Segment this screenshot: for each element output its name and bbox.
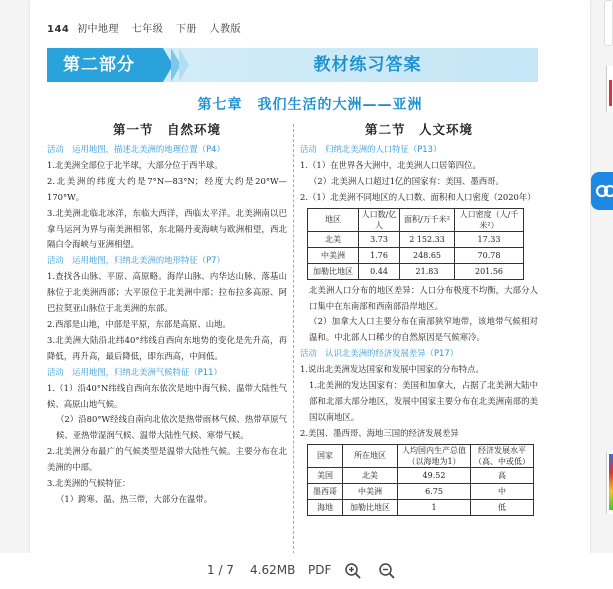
- side-thumbnail[interactable]: [606, 66, 613, 112]
- table-cell: 美国: [308, 467, 343, 483]
- table-header-row: [308, 444, 534, 467]
- table-cell: 21.83: [400, 263, 455, 279]
- section-title: 第二节 人文环境: [364, 122, 473, 137]
- answer-text: 3.北美洲北临北冰洋，东临大西洋，西临太平洋。北美洲南以巴拿马运河为界与南美洲相邻，东北隔丹麦海峡与欧洲相望，西北隔白令海峡与亚洲相望。: [47, 207, 287, 250]
- answer-text: 1.北美洲的发达国家有：美国和加拿大，占据了北美洲大陆中部和北部大部分地区，发展中国家主要分布在北美洲南部的美国以南地区。: [309, 380, 538, 422]
- right-column: [300, 120, 538, 519]
- subject: 初中地理: [77, 24, 120, 35]
- banner-title: 教材练习答案: [313, 55, 422, 75]
- column-divider: [293, 124, 294, 553]
- section-title: 第一节 自然环境: [112, 122, 221, 137]
- side-thumbnail[interactable]: [606, 452, 613, 514]
- floating-action-button[interactable]: [591, 172, 613, 210]
- table-row: [308, 483, 534, 499]
- answer-text: 1.（1）沿40°N纬线自西向东依次是地中海气候、温带大陆性气候、高原山地气候。: [47, 382, 287, 409]
- zoom-in-button[interactable]: [344, 562, 362, 583]
- table-row: [308, 263, 524, 279]
- table-cell: 49.52: [398, 467, 471, 483]
- zoom-out-button[interactable]: [378, 562, 396, 583]
- answer-text: 2.美国、墨西哥、海地三国的经济发展差异: [300, 427, 459, 438]
- table-header: 人口密度（人/千米²）: [455, 208, 524, 231]
- file-size: 4.62MB: [250, 563, 296, 577]
- link-icon: [591, 172, 613, 210]
- table-cell: 201.56: [455, 263, 524, 279]
- answer-text: 2.北美洲的纬度大约是7°N—83°N；经度大约是20°W—170°W。: [47, 175, 287, 202]
- table-cell: 17.33: [455, 231, 524, 247]
- population-table: [307, 208, 524, 280]
- zoom-in-icon: [344, 562, 362, 580]
- grade: 七年级: [131, 24, 164, 35]
- activity-heading: 活动 认识北美洲的经济发展差异（P17）: [300, 348, 459, 359]
- answer-text: 3.北美洲的气候特征：: [47, 478, 131, 489]
- table-row: [308, 467, 534, 483]
- table-header: 人均国内生产总值（以海地为1）: [398, 444, 471, 467]
- table-cell: 248.65: [400, 247, 455, 263]
- left-column: [47, 120, 287, 508]
- answer-text: 3.北美洲大陆沿北纬40°纬线自西向东地势的变化是先升高，再降低，再升高，最后降低，即东西高，中间低。: [47, 334, 287, 361]
- chevron-decoration: [179, 48, 189, 82]
- table-header: 经济发展水平（高、中或低）: [471, 444, 534, 467]
- part-label: 第二部分: [47, 48, 163, 82]
- answer-text: （2）沿80°W经线自南向北依次是热带雨林气候、热带草原气候、亚热带湿润气候、温带大陆性气候、寒带气候。: [56, 414, 287, 441]
- side-panel-tab[interactable]: [604, 0, 613, 46]
- table-cell: 墨西哥: [308, 483, 343, 499]
- table-cell: 6.75: [398, 483, 471, 499]
- table-row: [308, 231, 524, 247]
- document-page: [30, 0, 590, 553]
- activity-heading: 活动 运用地图，描述北美洲的地理位置（P4）: [47, 144, 225, 154]
- viewer-toolbar: [0, 553, 613, 589]
- table-cell: 海地: [308, 499, 343, 515]
- table-cell: 2 152.33: [400, 231, 455, 247]
- chapter-title: 第七章 我们生活的大洲——亚洲: [197, 97, 423, 113]
- volume: 下册: [175, 24, 197, 35]
- table-header-row: [308, 208, 524, 231]
- answer-text: （2）加拿大人口主要分布在南部狭窄地带，该地带气候相对温和。中北部人口稀少的自然原因是气候寒冷。: [309, 316, 538, 343]
- table-cell: 1: [398, 499, 471, 515]
- table-cell: 中: [471, 483, 534, 499]
- table-row: [308, 247, 524, 263]
- table-header: 地区: [308, 208, 359, 231]
- answer-text: （1）跨寒、温、热三带，大部分在温带。: [56, 493, 213, 504]
- table-cell: 高: [471, 467, 534, 483]
- answer-text: 2.（1）北美洲不同地区的人口数、面积和人口密度（2020年）: [300, 191, 536, 202]
- answer-text: 北美洲人口分布的地区差异：人口分布极度不均衡，大部分人口集中在东南部和西南部沿岸地区。: [309, 284, 538, 311]
- part-banner: [47, 48, 538, 82]
- table-cell: 加勒比地区: [343, 499, 398, 515]
- table-cell: 0.44: [359, 263, 400, 279]
- table-header: 所在地区: [343, 444, 398, 467]
- table-header: 人口数/亿人: [359, 208, 400, 231]
- economy-table: [307, 444, 534, 516]
- table-cell: 北美: [308, 231, 359, 247]
- file-format: PDF: [308, 563, 332, 577]
- page-indicator: 1 / 7: [207, 563, 234, 577]
- answer-text: 1.查找各山脉、平原、高原略。海岸山脉、内华达山脉、落基山脉位于北美洲西部；大平原位于北美洲中部；拉布拉多高原、阿巴拉契亚山脉位于北美洲的东部。: [47, 271, 287, 314]
- table-cell: 3.73: [359, 231, 400, 247]
- running-head: [47, 20, 241, 35]
- table-cell: 北美: [343, 467, 398, 483]
- table-header: 国家: [308, 444, 343, 467]
- activity-heading: 活动 归纳北美洲的人口特征（P13）: [300, 144, 442, 154]
- answer-text: 2.西部是山地，中部是平原，东部是高原、山地。: [47, 318, 231, 329]
- answer-text: 1.说出北美洲发达国家和发展中国家的分布特点。: [300, 364, 484, 375]
- table-cell: 加勒比地区: [308, 263, 359, 279]
- answer-text: 1.（1）在世界各大洲中，北美洲人口居第四位。: [300, 159, 481, 170]
- zoom-out-icon: [378, 562, 396, 580]
- table-cell: 中美洲: [343, 483, 398, 499]
- page-number: 144: [47, 24, 70, 35]
- answer-text: 1.北美洲全部位于北半球，大部分位于西半球。: [47, 159, 223, 170]
- table-cell: 低: [471, 499, 534, 515]
- edition: 人教版: [209, 24, 242, 35]
- answer-text: （2）北美洲人口超过1亿的国家有：美国、墨西哥。: [309, 175, 504, 186]
- table-cell: 中美洲: [308, 247, 359, 263]
- answer-text: 2.北美洲分布最广的气候类型是温带大陆性气候。主要分布在北美洲的中部。: [47, 446, 287, 473]
- table-header: 面积/万千米²: [400, 208, 455, 231]
- table-cell: 1.76: [359, 247, 400, 263]
- activity-heading: 活动 运用地图，归纳北美洲气候特征（P11）: [47, 366, 222, 377]
- table-row: [308, 499, 534, 515]
- table-cell: 70.78: [455, 247, 524, 263]
- activity-heading: 活动 运用地图，归纳北美洲的地形特征（P7）: [47, 255, 225, 266]
